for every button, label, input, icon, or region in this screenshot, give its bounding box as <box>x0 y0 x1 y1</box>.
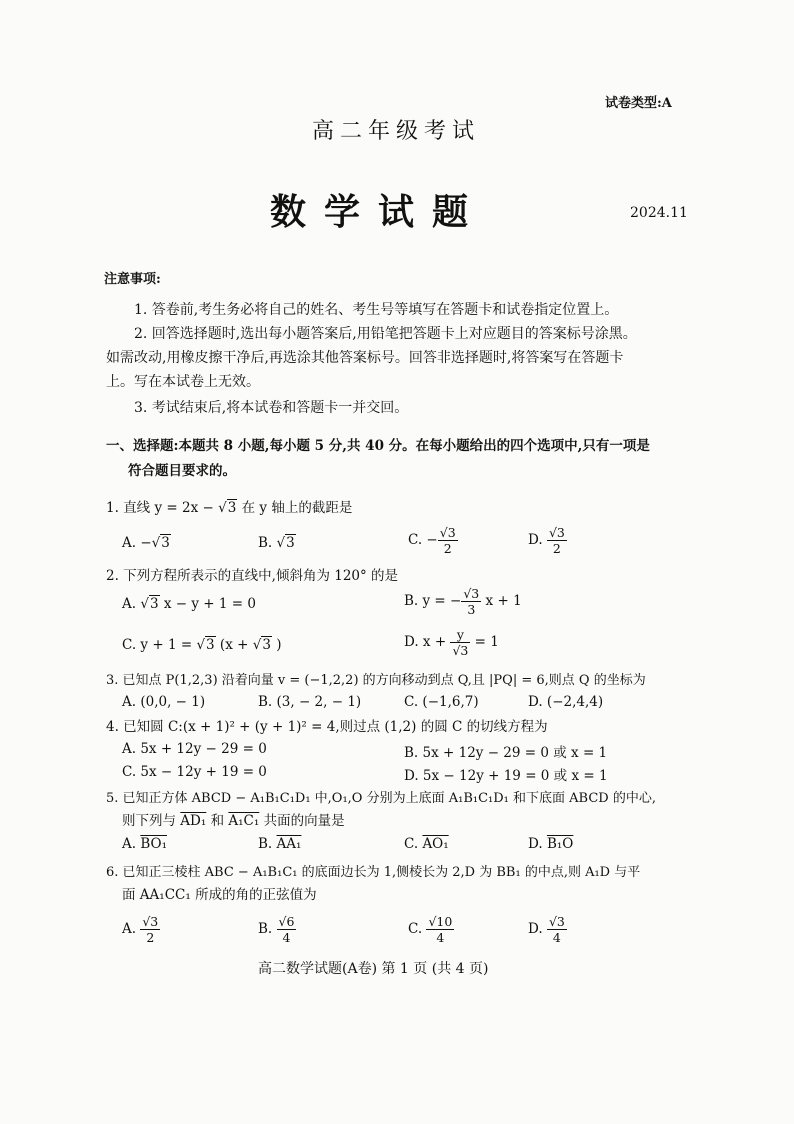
option-text: x + 1 <box>481 593 522 609</box>
option-label: D. <box>528 532 547 548</box>
q4-option-a: A. 5x + 12y − 29 = 0 <box>122 741 267 757</box>
q4-option-c: C. 5x − 12y + 19 = 0 <box>122 764 267 780</box>
q3-option-b: B. (3, − 2, − 1) <box>258 694 362 710</box>
sqrt-sign: √ <box>276 535 286 551</box>
question-6-stem-line-1: 6. 已知正三棱柱 ABC − A₁B₁C₁ 的底面边长为 1,侧棱长为 2,D 为 BB₁ 的中点,则 A₁D 与平 <box>106 865 641 880</box>
option-label: B. y = − <box>404 593 462 609</box>
stem-text: 则下列与 <box>122 813 181 829</box>
denominator: 4 <box>282 930 291 945</box>
numerator: √3 <box>142 914 159 929</box>
grade-title: 高二年级考试 <box>312 119 481 144</box>
option-text: = 1 <box>470 634 499 650</box>
radicand: 3 <box>286 535 295 551</box>
option-label: B. <box>258 921 277 937</box>
numerator: √6 <box>278 914 295 929</box>
stem-text: 在 y 轴上的截距是 <box>237 500 353 516</box>
option-label: A. − <box>122 535 152 551</box>
option-text: (x + <box>215 637 253 653</box>
section-heading <box>106 434 694 484</box>
fraction <box>450 627 470 658</box>
q4-option-d: D. 5x − 12y + 19 = 0 或 x = 1 <box>404 768 608 784</box>
vector: BO₁ <box>140 836 167 852</box>
sqrt-sign: √ <box>196 637 206 653</box>
note-item-3: 3. 考试结束后,将本试卷和答题卡一并交回。 <box>134 400 409 416</box>
sqrt-sign: √ <box>151 535 161 551</box>
radicand: 3 <box>206 637 215 653</box>
q2-option-a <box>122 596 256 612</box>
option-label: C. <box>408 921 427 937</box>
exam-date: 2024.11 <box>630 205 688 221</box>
numerator: y <box>450 627 470 643</box>
radicand: 3 <box>161 535 170 551</box>
option-label: A. <box>122 836 141 852</box>
q6-option-c <box>408 914 454 945</box>
question-4-stem: 4. 已知圆 C:(x + 1)² + (y + 1)² = 4,则过点 (1,2) 的圆 C 的切线方程为 <box>106 719 548 735</box>
q3-option-d: D. (−2,4,4) <box>528 694 604 710</box>
q1-option-a <box>122 535 171 551</box>
option-label: D. <box>528 836 547 852</box>
question-1-stem <box>106 497 352 519</box>
fraction <box>277 914 297 945</box>
option-label: D. <box>528 921 547 937</box>
q2-option-c <box>122 637 281 653</box>
vector: A₁C₁ <box>228 813 260 829</box>
option-label: A. <box>122 596 141 612</box>
fraction <box>461 586 481 617</box>
q5-option-d <box>528 836 573 852</box>
q3-option-a: A. (0,0, − 1) <box>122 694 206 710</box>
section-heading-line-1: 一、选择题:本题共 8 小题,每小题 5 分,共 40 分。在每小题给出的四个选项中,只有一项是 <box>106 438 650 454</box>
option-label: A. <box>122 921 141 937</box>
q5-option-c <box>404 836 449 852</box>
denominator: 2 <box>552 541 561 556</box>
denominator: 3 <box>467 602 476 617</box>
option-label: B. <box>258 836 277 852</box>
option-label: C. <box>404 836 423 852</box>
fraction <box>547 525 567 556</box>
q2-option-b <box>404 586 522 617</box>
numerator: √3 <box>548 914 565 929</box>
note-item-2-line-2: 如需改动,用橡皮擦干净后,再选涂其他答案标号。回答非选择题时,将答案写在答题卡 <box>106 350 624 366</box>
option-label: D. x + <box>404 634 451 650</box>
q1-option-d <box>528 525 567 556</box>
denominator: 2 <box>443 541 452 556</box>
option-label: C. − <box>408 532 438 548</box>
numerator: √3 <box>463 586 480 601</box>
q4-option-b: B. 5x + 12y − 29 = 0 或 x = 1 <box>404 745 608 761</box>
note-item-2-line-3: 上。写在本试卷上无效。 <box>106 374 260 390</box>
question-number: 1. <box>106 500 119 516</box>
vector: B₁O <box>546 836 574 852</box>
q5-option-a <box>122 836 167 852</box>
denominator: 4 <box>436 930 445 945</box>
option-label: C. y + 1 = <box>122 637 197 653</box>
question-3-stem: 3. 已知点 P(1,2,3) 沿着向量 v = (−1,2,2) 的方向移动到点 Q,且 |PQ| = 6,则点 Q 的坐标为 <box>106 673 646 688</box>
fraction <box>547 914 567 945</box>
radicand: 3 <box>149 596 159 612</box>
sqrt-sign: √ <box>252 637 262 653</box>
option-label: B. <box>258 535 277 551</box>
q6-option-a <box>122 914 160 945</box>
fraction <box>426 914 454 945</box>
page-title: 数学试题 <box>270 191 487 233</box>
q1-option-c <box>408 525 458 556</box>
fraction <box>140 914 160 945</box>
note-item-2-line-1: 2. 回答选择题时,选出每小题答案后,用铅笔把答题卡上对应题目的答案标号涂黑。 <box>134 326 637 342</box>
denominator: √3 <box>452 643 469 658</box>
q5-option-b <box>258 836 301 852</box>
vector: AD₁ <box>180 813 207 829</box>
note-item-1: 1. 答卷前,考生务必将自己的姓名、考生号等填写在答题卡和试卷指定位置上。 <box>134 302 619 318</box>
stem-text: 直线 y = 2x − <box>123 500 219 516</box>
q6-option-d <box>528 914 567 945</box>
page-footer: 高二数学试题(A卷) 第 1 页 (共 4 页) <box>258 961 489 977</box>
radicand: 3 <box>227 500 237 516</box>
numerator: √3 <box>548 525 565 540</box>
vector: AO₁ <box>422 836 449 852</box>
paper-type-label: 试卷类型:A <box>605 96 672 111</box>
vector: AA₁ <box>276 836 302 852</box>
question-5-stem-line-1: 5. 已知正方体 ABCD − A₁B₁C₁D₁ 中,O₁,O 分别为上底面 A₁B₁C₁D₁ 和下底面 ABCD 的中心, <box>106 791 656 806</box>
option-text: x − y + 1 = 0 <box>159 596 256 612</box>
option-text: ) <box>271 637 282 653</box>
q3-option-c: C. (−1,6,7) <box>404 694 479 710</box>
q1-option-b <box>258 535 296 551</box>
denominator: 2 <box>146 930 155 945</box>
question-6-stem-line-2: 面 AA₁CC₁ 所成的角的正弦值为 <box>122 887 317 903</box>
denominator: 4 <box>552 930 561 945</box>
question-2-stem: 2. 下列方程所表示的直线中,倾斜角为 120° 的是 <box>106 568 399 584</box>
q6-option-b <box>258 914 296 945</box>
sqrt-sign: √ <box>218 500 227 516</box>
numerator: √10 <box>428 914 453 929</box>
stem-text: 和 <box>206 813 229 829</box>
section-heading-line-2: 符合题目要求的。 <box>128 463 236 479</box>
q2-option-d <box>404 627 499 658</box>
question-5-stem-line-2 <box>122 810 345 832</box>
fraction <box>438 525 458 556</box>
stem-text: 共面的向量是 <box>259 813 345 829</box>
radicand: 3 <box>262 637 271 653</box>
notes-heading: 注意事项: <box>104 272 161 287</box>
sqrt-sign: √ <box>140 596 149 612</box>
numerator: √3 <box>439 525 456 540</box>
